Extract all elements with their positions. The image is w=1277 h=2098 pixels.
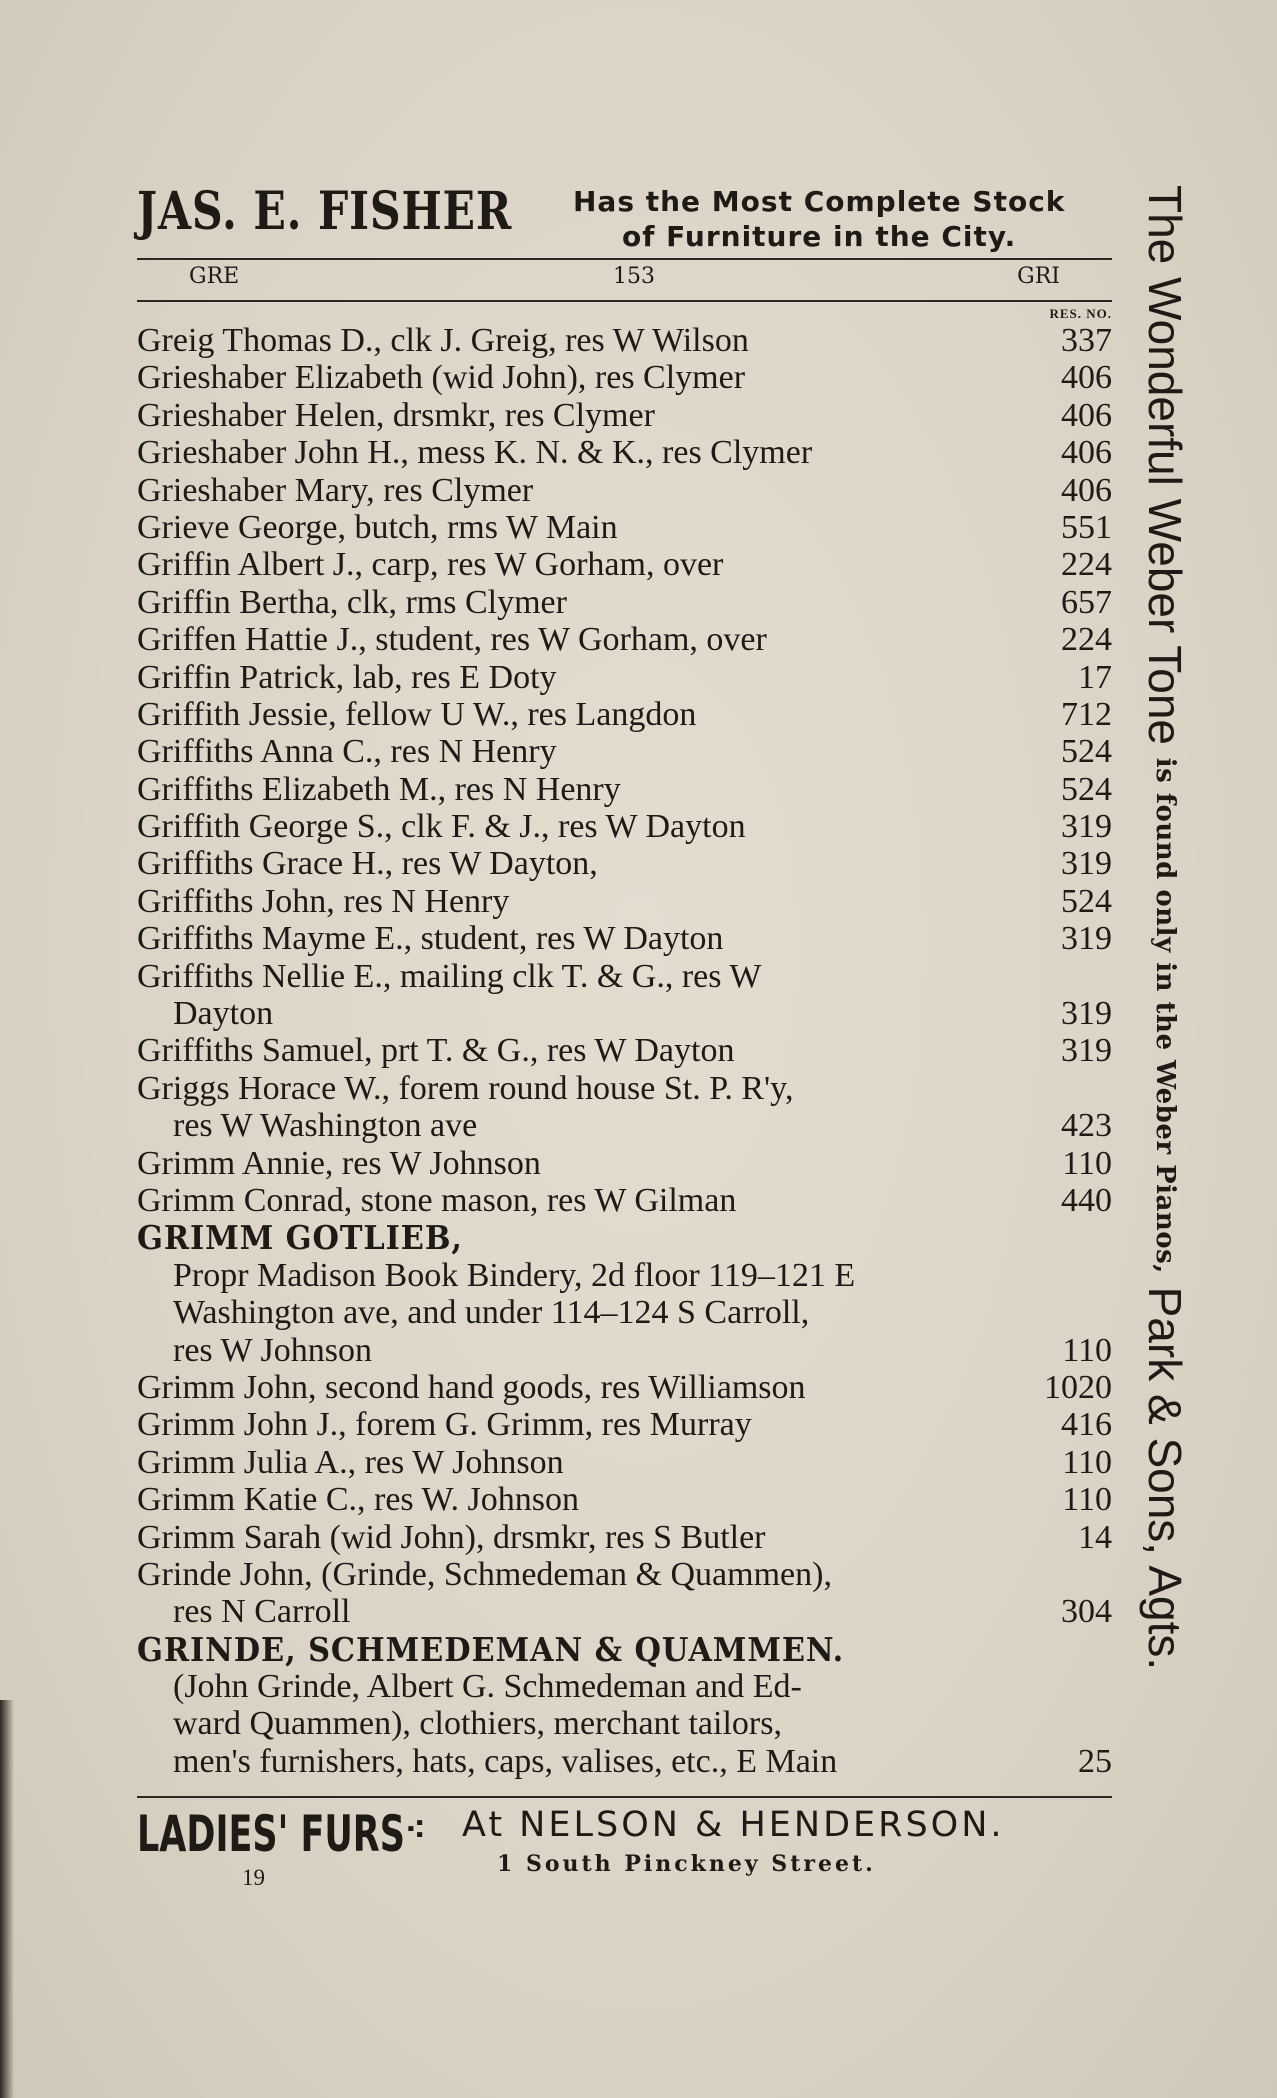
entry-residence-number: 110 xyxy=(1062,1144,1112,1182)
entry-text: Griffiths Nellie E., mailing clk T. & G., res W xyxy=(137,957,762,995)
entry-text: Griffen Hattie J., student, res W Gorham, over xyxy=(137,621,767,659)
entry-residence-number: 524 xyxy=(1061,770,1112,808)
entry-residence-number: 524 xyxy=(1061,733,1112,771)
directory-entry xyxy=(137,1631,1112,1668)
entry-text: res W Johnson xyxy=(173,1331,372,1369)
entry-residence-number: 319 xyxy=(1061,808,1112,846)
entry-bold-heading: GRIMM GOTLIEB, xyxy=(137,1218,463,1258)
entry-text: Griffiths Elizabeth M., res N Henry xyxy=(137,770,621,808)
entry-text: Grimm Annie, res W Johnson xyxy=(137,1144,541,1182)
directory-entry xyxy=(137,472,1112,509)
running-head xyxy=(137,264,1112,294)
entry-text xyxy=(137,1219,491,1257)
directory-entry xyxy=(137,958,1112,995)
entry-text: Griggs Horace W., forem round house St. P. R'y, xyxy=(137,1069,794,1107)
directory-entry xyxy=(137,1668,1112,1705)
entry-text: Griffiths Grace H., res W Dayton, xyxy=(137,845,598,883)
column-label: RES. NO. xyxy=(1049,306,1112,321)
entry-residence-number: 406 xyxy=(1061,434,1112,472)
entry-residence-number: 423 xyxy=(1061,1107,1112,1145)
directory-entry xyxy=(137,883,1112,920)
entry-residence-number: 14 xyxy=(1078,1518,1112,1556)
entry-text xyxy=(137,1631,906,1669)
entry-residence-number: 110 xyxy=(1062,1443,1112,1481)
directory-entry xyxy=(137,1032,1112,1069)
directory-entry xyxy=(137,1481,1112,1518)
entry-text: Grimm John, second hand goods, res Williamson xyxy=(137,1368,806,1406)
directory-entry xyxy=(137,808,1112,845)
entry-text: Griffiths Samuel, prt T. & G., res W Dayton xyxy=(137,1032,735,1070)
directory-entry xyxy=(137,434,1112,471)
entry-residence-number: 337 xyxy=(1061,322,1112,359)
footer-ad-symbol: ⁖ xyxy=(405,1813,426,1848)
footer-ad-headline: LADIES' FURS xyxy=(137,1805,405,1863)
entry-residence-number: 304 xyxy=(1061,1593,1112,1631)
header-ad-tagline-2: of Furniture in the City. xyxy=(622,220,1017,253)
directory-entry xyxy=(137,995,1112,1032)
entry-text: Grinde John, (Grinde, Schmedeman & Quammen), xyxy=(137,1555,832,1593)
side-ad-part-3: Park & Sons, Agts. xyxy=(1139,1286,1191,1671)
entry-text: Griffith Jessie, fellow U W., res Langdon xyxy=(137,695,697,733)
entry-residence-number: 17 xyxy=(1078,658,1112,696)
entry-residence-number: 551 xyxy=(1061,508,1112,546)
page-number: 19 xyxy=(242,1865,265,1890)
entry-text: res N Carroll xyxy=(173,1593,351,1631)
directory-entry xyxy=(137,1556,1112,1593)
footer-rule xyxy=(137,1796,1112,1798)
side-ad-part-2: is found only in the Weber Pianos, xyxy=(1150,757,1180,1274)
entry-residence-number: 224 xyxy=(1061,621,1112,659)
directory-listings xyxy=(137,322,1112,1780)
directory-entry xyxy=(137,1705,1112,1742)
directory-entry xyxy=(137,621,1112,658)
entry-text: ward Quammen), clothiers, merchant tailors, xyxy=(173,1705,782,1743)
footer-ad-address: 1 South Pinckney Street. xyxy=(497,1851,876,1877)
entry-residence-number: 440 xyxy=(1061,1181,1112,1219)
entry-residence-number: 406 xyxy=(1061,359,1112,397)
header-advertisement xyxy=(137,175,1112,260)
directory-entry xyxy=(137,1145,1112,1182)
entry-text: Griffin Albert J., carp, res W Gorham, over xyxy=(137,546,724,584)
entry-text: Grieshaber Elizabeth (wid John), res Clymer xyxy=(137,359,746,397)
entry-residence-number: 1020 xyxy=(1044,1368,1112,1406)
side-advertisement xyxy=(1138,185,1192,1670)
entry-residence-number: 25 xyxy=(1078,1742,1112,1780)
directory-entry xyxy=(137,1294,1112,1331)
entry-residence-number: 406 xyxy=(1061,471,1112,509)
directory-entry xyxy=(137,1219,1112,1256)
entry-text: Grimm John J., forem G. Grimm, res Murray xyxy=(137,1406,752,1444)
entry-text: men's furnishers, hats, caps, valises, etc., E Main xyxy=(173,1742,838,1780)
directory-entry xyxy=(137,509,1112,546)
footer-ad-at-line: At NELSON & HENDERSON. xyxy=(462,1805,1005,1845)
directory-entry xyxy=(137,584,1112,621)
entry-residence-number: 319 xyxy=(1061,845,1112,883)
entry-residence-number: 416 xyxy=(1061,1406,1112,1444)
directory-entry xyxy=(137,1182,1112,1219)
running-head-right: GRI xyxy=(1017,264,1060,289)
entry-residence-number: 712 xyxy=(1061,695,1112,733)
entry-text: Washington ave, and under 114–124 S Carroll, xyxy=(173,1294,810,1332)
directory-entry xyxy=(137,1107,1112,1144)
entry-text: Propr Madison Book Bindery, 2d floor 119–121 E xyxy=(173,1256,856,1294)
side-ad-part-1: The Wonderful Weber Tone xyxy=(1139,185,1191,745)
entry-text: (John Grinde, Albert G. Schmedeman and Ed- xyxy=(173,1668,802,1706)
entry-residence-number: 224 xyxy=(1061,546,1112,584)
directory-entry xyxy=(137,771,1112,808)
entry-residence-number: 406 xyxy=(1061,396,1112,434)
directory-entry xyxy=(137,845,1112,882)
entry-residence-number: 110 xyxy=(1062,1481,1112,1519)
entry-text: Grimm Katie C., res W. Johnson xyxy=(137,1481,579,1519)
directory-entry xyxy=(137,1406,1112,1443)
page-edge-shadow xyxy=(0,1700,14,2098)
directory-entry xyxy=(137,696,1112,733)
running-head-page: 153 xyxy=(613,264,655,289)
entry-text: Grieshaber Mary, res Clymer xyxy=(137,471,534,509)
entry-text: Griffin Bertha, clk, rms Clymer xyxy=(137,583,567,621)
directory-entry xyxy=(137,1743,1112,1780)
entry-text: Grieshaber Helen, drsmkr, res Clymer xyxy=(137,396,655,434)
directory-entry xyxy=(137,733,1112,770)
entry-text: Griffiths Anna C., res N Henry xyxy=(137,733,557,771)
entry-residence-number: 319 xyxy=(1061,995,1112,1033)
entry-text: Grimm Conrad, stone mason, res W Gilman xyxy=(137,1181,737,1219)
directory-entry xyxy=(137,322,1112,359)
entry-bold-heading: GRINDE, SCHMEDEMAN & QUAMMEN. xyxy=(137,1629,845,1669)
directory-entry xyxy=(137,1593,1112,1630)
header-ad-name: JAS. E. FISHER xyxy=(137,181,513,242)
directory-entry xyxy=(137,1369,1112,1406)
entry-text: Greig Thomas D., clk J. Greig, res W Wilson xyxy=(137,322,749,359)
directory-entry xyxy=(137,359,1112,396)
entry-text: Grimm Julia A., res W Johnson xyxy=(137,1443,564,1481)
entry-residence-number: 319 xyxy=(1061,920,1112,958)
entry-text: res W Washington ave xyxy=(173,1107,478,1145)
entry-text: Grieve George, butch, rms W Main xyxy=(137,508,618,546)
entry-text: Griffiths Mayme E., student, res W Dayton xyxy=(137,920,724,958)
header-rule-top xyxy=(137,258,1112,260)
entry-residence-number: 524 xyxy=(1061,882,1112,920)
entry-text: Grieshaber John H., mess K. N. & K., res Clymer xyxy=(137,434,813,472)
entry-text: Griffiths John, res N Henry xyxy=(137,882,510,920)
header-rule-bottom xyxy=(137,300,1112,302)
directory-entry xyxy=(137,1257,1112,1294)
entry-text: Dayton xyxy=(173,995,274,1033)
entry-text: Griffith George S., clk F. & J., res W Dayton xyxy=(137,808,746,846)
entry-residence-number: 110 xyxy=(1062,1331,1112,1369)
directory-entry xyxy=(137,397,1112,434)
directory-entry xyxy=(137,920,1112,957)
running-head-left: GRE xyxy=(189,264,240,289)
directory-entry xyxy=(137,546,1112,583)
entry-text: Griffin Patrick, lab, res E Doty xyxy=(137,658,557,696)
header-ad-tagline-1: Has the Most Complete Stock xyxy=(573,185,1066,218)
directory-entry xyxy=(137,1070,1112,1107)
entry-residence-number: 319 xyxy=(1061,1032,1112,1070)
directory-entry xyxy=(137,659,1112,696)
footer-advertisement xyxy=(137,1805,1112,1895)
directory-entry xyxy=(137,1519,1112,1556)
entry-text: Grimm Sarah (wid John), drsmkr, res S Butler xyxy=(137,1518,766,1556)
directory-entry xyxy=(137,1444,1112,1481)
directory-entry xyxy=(137,1332,1112,1369)
entry-residence-number: 657 xyxy=(1061,583,1112,621)
